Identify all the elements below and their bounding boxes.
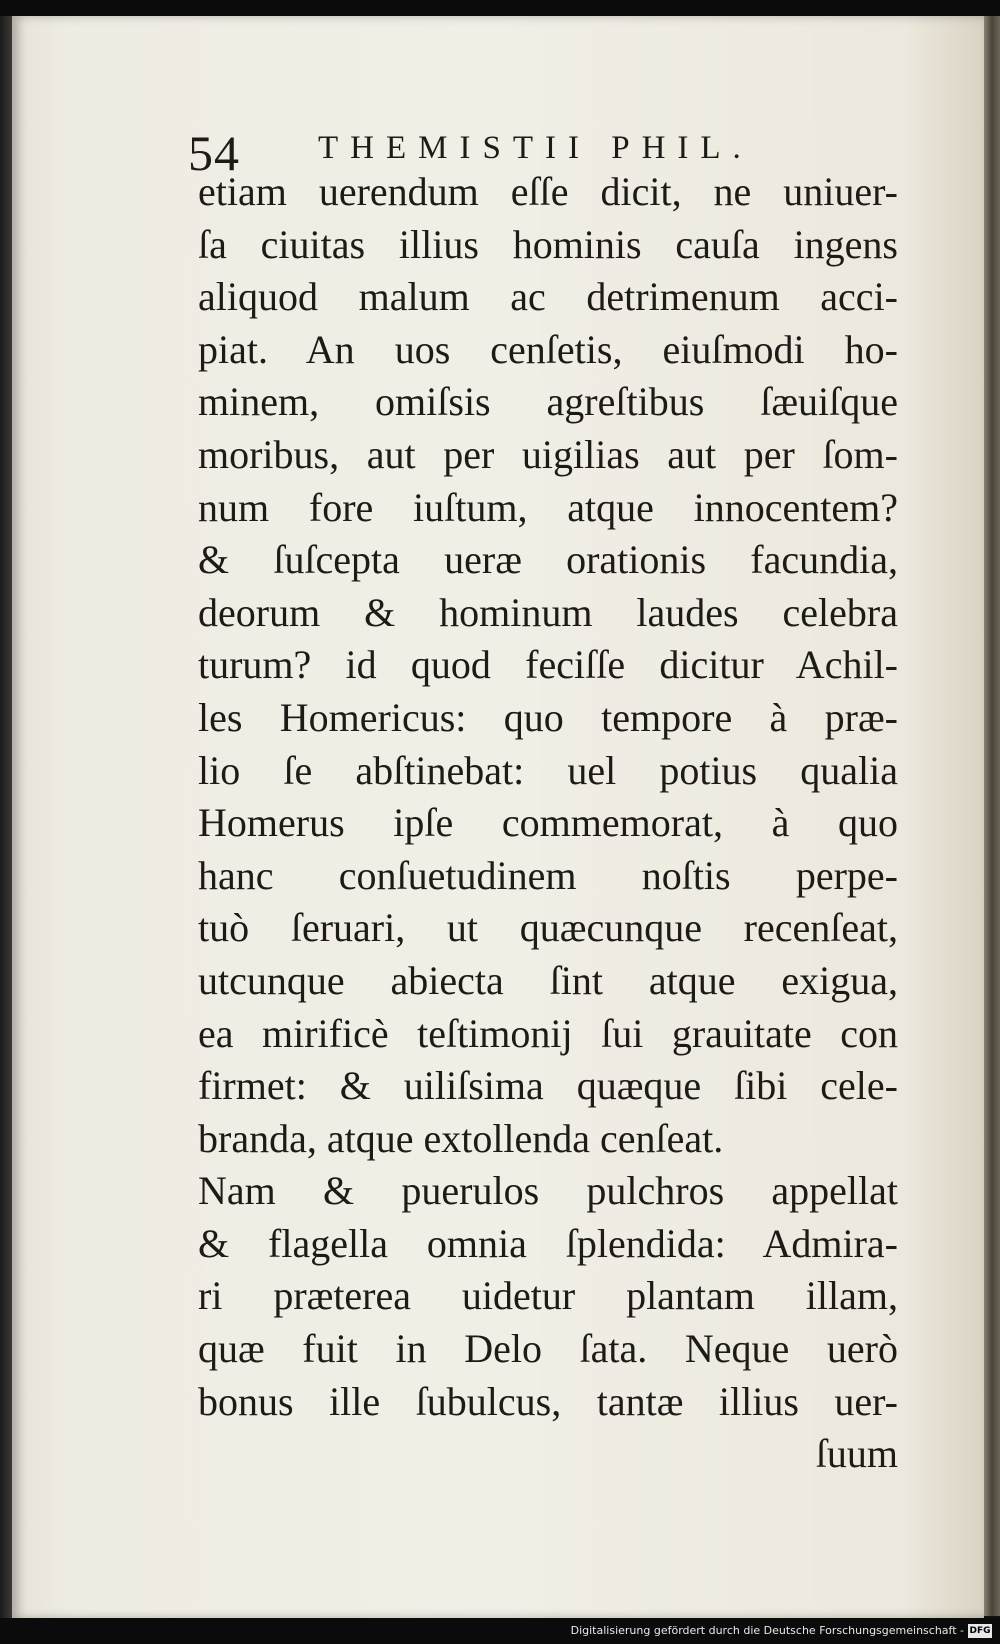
text-line: quæ fuit in Delo ſata. Neque uerò (198, 1326, 898, 1372)
text-line: aliquod malum ac detrimenum acci- (198, 274, 898, 320)
running-title: THEMISTII PHIL. (318, 130, 753, 166)
text-line: lio ſe abſtinebat: uel potius qualia (198, 747, 898, 793)
text-line: branda, atque extollenda cenſeat. (198, 1115, 724, 1161)
text-line: Homerus ipſe commemorat, à quo (198, 800, 898, 846)
text-line: deorum & hominum laudes celebra (198, 589, 898, 635)
digitization-credit: Digitalisierung gefördert durch die Deutsche Forschungsgemeinschaft - (570, 1624, 964, 1637)
text-line: & ſuſcepta ueræ orationis facundia, (198, 537, 898, 583)
text-line: hanc conſuetudinem noſtis perpe- (198, 852, 898, 898)
text-line: Nam & puerulos pulchros appellat (198, 1168, 898, 1214)
text-line: turum? id quod feciſſe dicitur Achil- (198, 642, 898, 688)
text-line: les Homericus: quo tempore à præ- (198, 694, 898, 740)
text-line: tuò ſeruari, ut quæcunque recenſeat, (198, 905, 898, 951)
text-line: ea mirificè teſtimonij ſui grauitate con (198, 1010, 898, 1056)
page-number: 54 (188, 125, 240, 181)
text-line: firmet: & uiliſsima quæque ſibi cele- (198, 1063, 898, 1109)
text-line: ſa ciuitas illius hominis cauſa ingens (198, 221, 898, 267)
catchword: ſuum (815, 1431, 898, 1477)
text-line: num fore iuſtum, atque innocentem? (198, 484, 898, 530)
text-line: piat. An uos cenſetis, eiuſmodi ho- (198, 326, 898, 372)
book-binding-edge (0, 16, 12, 1644)
text-line: etiam uerendum eſſe dicit, ne uniuer- (198, 169, 898, 214)
text-line: moribus, aut per uigilias aut per ſom- (198, 431, 898, 477)
main-text (198, 166, 898, 1481)
book-fore-edge (984, 16, 1000, 1616)
text-line: utcunque abiecta ſint atque exigua, (198, 957, 898, 1003)
text-line: & flagella omnia ſplendida: Admira- (198, 1220, 898, 1266)
text-line: ri præterea uidetur plantam illam, (198, 1273, 898, 1319)
scan-top-edge (0, 0, 1000, 16)
text-line: minem, omiſsis agreſtibus ſæuiſque (198, 379, 898, 425)
dfg-logo-icon: DFG (969, 1626, 991, 1636)
text-line: bonus ille ſubulcus, tantæ illius uer- (198, 1378, 898, 1424)
